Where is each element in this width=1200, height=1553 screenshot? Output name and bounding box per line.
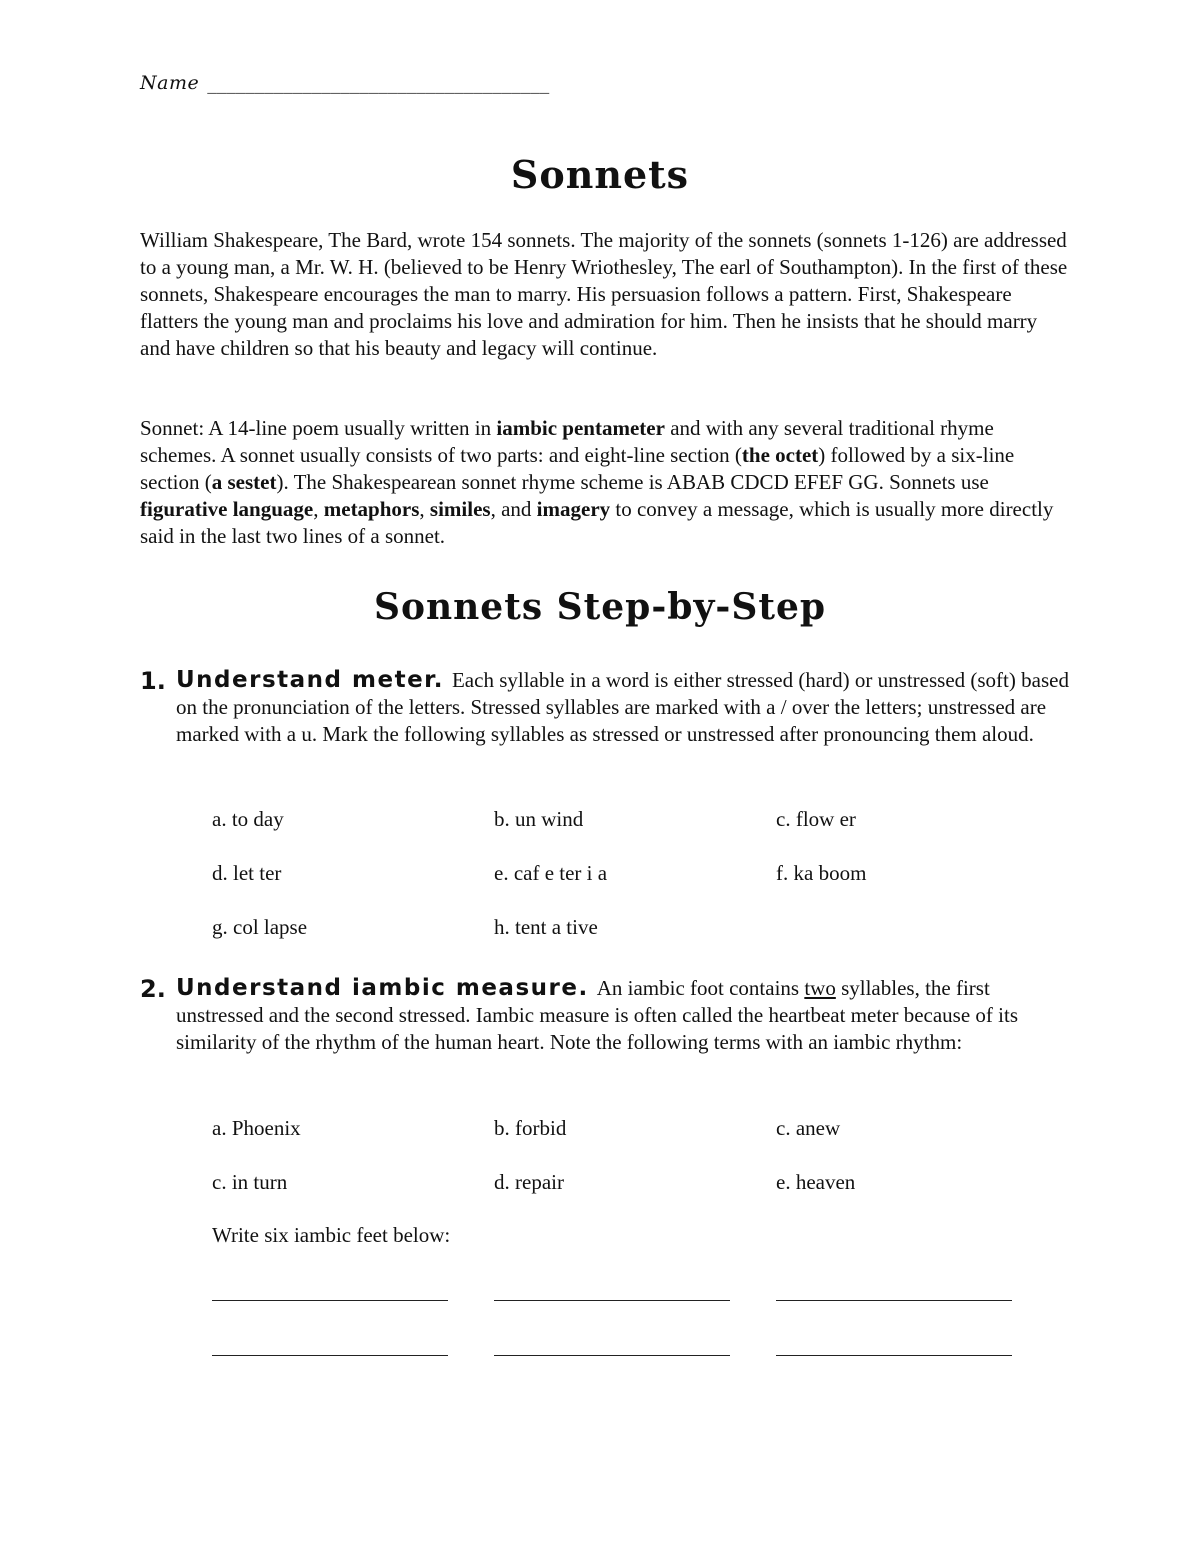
definition-text: ,: [313, 497, 324, 521]
definition-text: ). The Shakespearean sonnet rhyme scheme is ABAB CDCD EFEF GG. Sonnets use: [276, 470, 989, 494]
term-iambic-pentameter: iambic pentameter: [496, 416, 665, 440]
intro-paragraph: William Shakespeare, The Bard, wrote 154 sonnets. The majority of the sonnets (sonnets 1-126) are addressed to a young man, a Mr. W. H. (believed to be Henry Wriothesley, The earl of Southampton). In the first of these sonnets, Shakespeare encourages the man to marry. His persuasion follows a pattern. First, Shakespeare flatters the young man and proclaims his love and admiration for him. Then he insists that he should marry and have children so that his beauty and legacy will continue.: [140, 228, 1068, 360]
answer-line[interactable]: [212, 1355, 448, 1356]
step-body: [176, 667, 1070, 748]
definition-text: Sonnet: A 14-line poem usually written in: [140, 416, 497, 440]
definition-text: ) followed by a six-line section (: [140, 443, 1015, 494]
section-title: Sonnets Step-by-Step: [373, 586, 827, 628]
list-item: a. Phoenix: [212, 1116, 301, 1140]
list-item: d. repair: [494, 1170, 564, 1194]
step-text: Each syllable in a word is either stressed (hard) or unstressed (soft) based on the pronunciation of the letters. Stressed syllables are marked with a / over the letters; unstressed are marked with a u. Mark the following syllables as stressed or unstressed after pronouncing them aloud.: [176, 668, 1069, 746]
answer-line[interactable]: [776, 1355, 1012, 1356]
list-item: b. forbid: [494, 1116, 567, 1140]
write-prompt: Write six iambic feet below:: [212, 1223, 451, 1247]
name-field-row: [140, 72, 549, 94]
term-imagery: imagery: [536, 497, 611, 521]
definition-text: and with any several traditional rhyme schemes. A sonnet usually consists of two parts: and eight-line section (: [140, 416, 994, 467]
step-understand-iambic-measure: [140, 975, 1070, 1056]
page-title: Sonnets: [510, 152, 690, 197]
answer-line[interactable]: [494, 1300, 730, 1301]
step-heading: Understand meter.: [176, 667, 444, 693]
list-item: d. let ter: [212, 861, 282, 885]
answer-line[interactable]: [776, 1300, 1012, 1301]
answer-line[interactable]: [212, 1300, 448, 1301]
list-item: a. to day: [212, 807, 284, 831]
step-number: 2.: [140, 975, 166, 1003]
list-item: e. heaven: [776, 1170, 856, 1194]
term-similes: similes: [429, 497, 491, 521]
term-metaphors: metaphors: [323, 497, 420, 521]
list-item: b. un wind: [494, 807, 584, 831]
list-item: c. anew: [776, 1116, 841, 1140]
definition-text: , and: [490, 497, 537, 521]
step-body: [176, 975, 1070, 1056]
name-label: Name: [140, 72, 200, 94]
list-item: e. caf e ter i a: [494, 861, 608, 885]
list-item: f. ka boom: [776, 861, 867, 885]
sonnet-definition-paragraph: [140, 415, 1070, 550]
underlined-word: two: [804, 976, 836, 1000]
definition-text: to convey a message, which is usually more directly said in the last two lines of a sonnet.: [140, 497, 1054, 548]
name-blank-line[interactable]: ____________________________________: [207, 72, 550, 94]
step-text: An iambic foot contains: [596, 976, 805, 1000]
step-number: 1.: [140, 667, 166, 695]
list-item: h. tent a tive: [494, 915, 598, 939]
step-heading: Understand iambic measure.: [176, 975, 589, 1001]
term-octet: the octet: [741, 443, 819, 467]
definition-text: ,: [419, 497, 430, 521]
step-understand-meter: [140, 667, 1070, 748]
term-figurative-language: figurative language: [140, 497, 314, 521]
answer-line[interactable]: [494, 1355, 730, 1356]
list-item: c. flow er: [776, 807, 856, 831]
list-item: g. col lapse: [212, 915, 308, 939]
list-item: c. in turn: [212, 1170, 288, 1194]
term-sestet: a sestet: [211, 470, 277, 494]
step-text: syllables, the first unstressed and the second stressed. Iambic measure is often called the heartbeat meter because of its similarity of the rhythm of the human heart. Note the following terms with an iambic rhythm:: [176, 976, 1019, 1054]
